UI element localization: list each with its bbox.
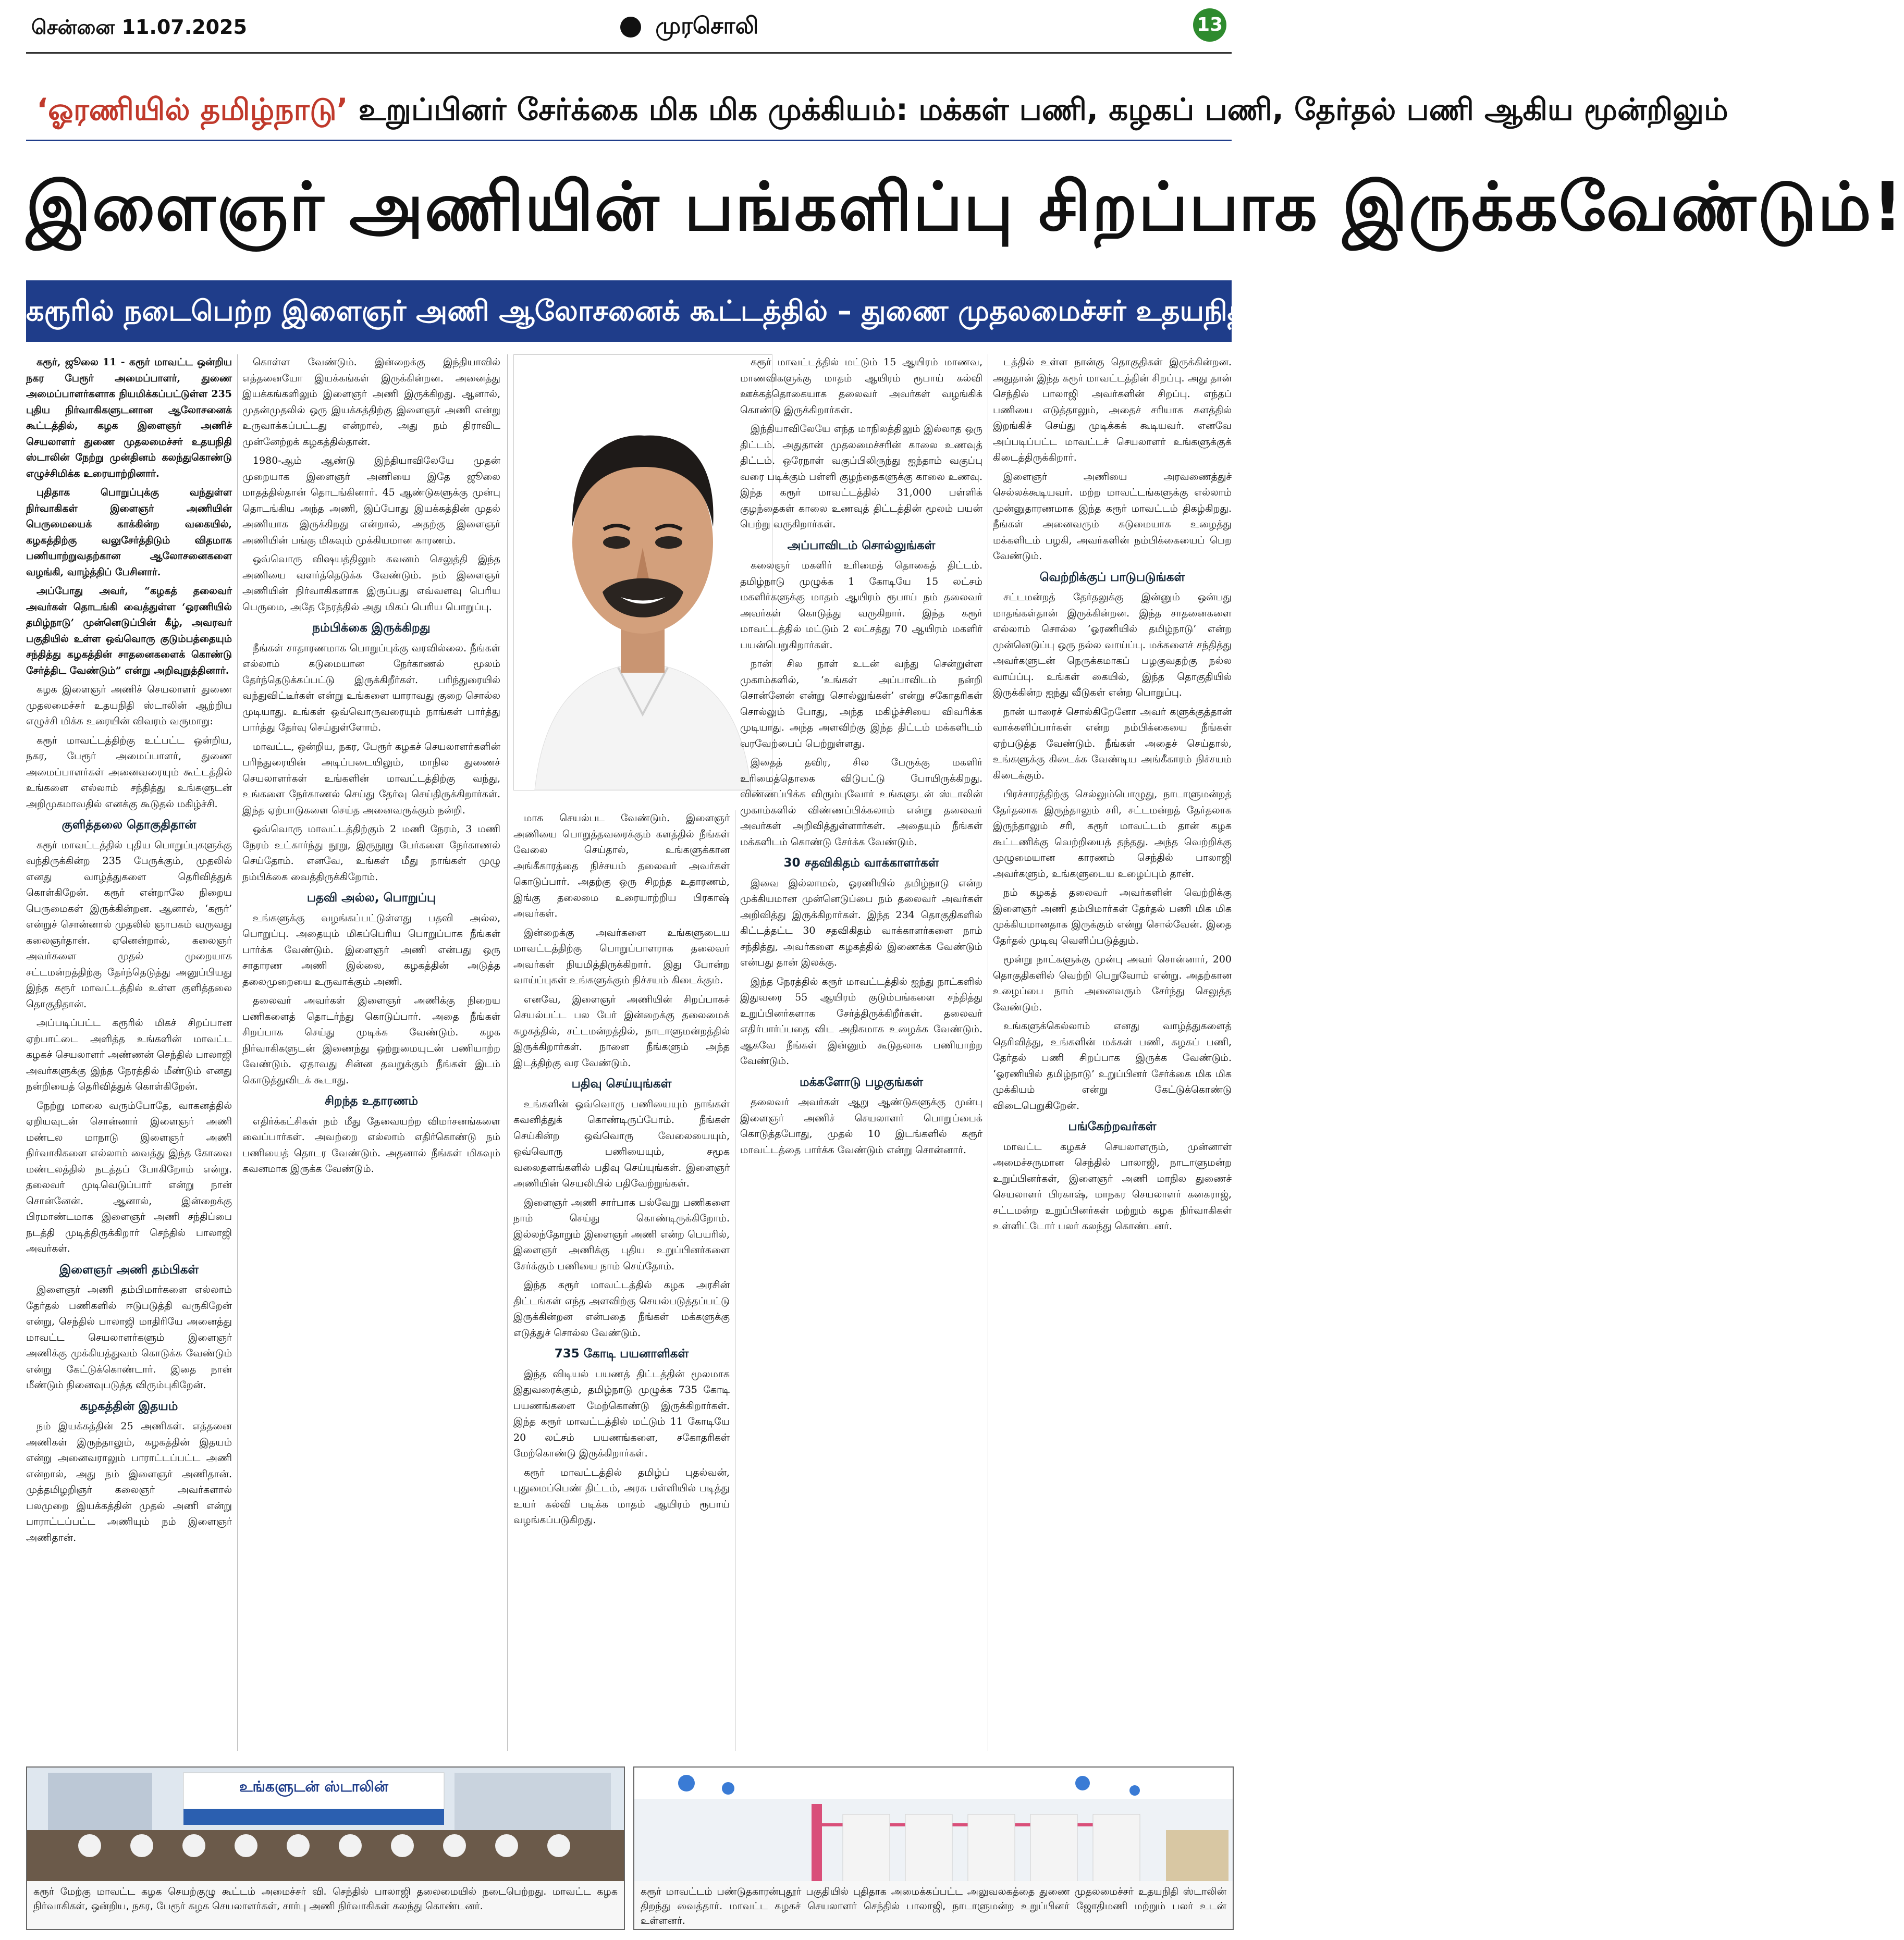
event-photo-right	[633, 1766, 1234, 1930]
subheading: குளித்தலை தொகுதிதான்	[62, 818, 196, 832]
masthead	[620, 13, 758, 42]
paragraph: கொள்ள வேண்டும். இன்றைக்கு இந்தியாவில் எத்தனையோ இயக்கங்கள் இருக்கின்றன. அனைத்து இயக்கங்களிலும் இளைஞர் அணி இருக்கிறது. ஆனால், முதன்முதலில் ஒரு இயக்கத்திற்கு இளைஞர் அணி என்று உருவாக்கப்பட்டது என்றால், அது நம் திராவிட முன்னேற்றக் கழகத்தில்தான்.	[242, 356, 500, 448]
article-column-5	[993, 354, 1232, 1751]
paragraph: இவை இல்லாமல், ஓரணியில் தமிழ்நாடு என்ற முக்கியமான முன்னெடுப்பை நம் தலைவர் அவர்கள் அறிவித்து இருக்கிறார்கள். இந்த 234 தொகுதிகளில் கிட்டத்தட்ட 30 சதவிகிதம் வாக்காளர்களை நாம் சந்தித்து, அவர்களை கழகத்தில் இணைக்க வேண்டும் என்பது தான் இலக்கு.	[740, 877, 982, 968]
paragraph: இந்தியாவிலேயே எந்த மாநிலத்திலும் இல்லாத ஒரு திட்டம். அதுதான் முதலமைச்சரின் காலை உணவுத் திட்டம். ஒரேநாள் வகுப்பிலிருந்து ஐந்தாம் வகுப்பு வரை படிக்கும் பள்ளி குழந்தைகளுக்கு காலை உணவு. இந்த கரூர் மாவட்டத்தில் 31,000 பள்ளிக் குழந்தைகள் காலை உணவுத் திட்டத்தின் மூலம் பயன் பெற்று வருகிறார்கள்.	[740, 423, 982, 530]
subheading: இளைஞர் அணி தம்பிகள்	[59, 1263, 199, 1277]
paragraph: நான் யாரைச் சொல்கிறேனோ அவர் களுக்குத்தான் வாக்களிப்பார்கள் என்ற நம்பிக்கையை நீங்கள் ஏற்படுத்த வேண்டும். நீங்கள் அதைச் செய்தால், உங்களுக்கு கிடைக்க வேண்டிய அங்கீகாரம் நிச்சயம் கிடைக்கும்.	[993, 706, 1232, 781]
photo-caption-left: கரூர் மேற்கு மாவட்ட கழக செயற்குழு கூட்டம் அமைச்சர் வி. செந்தில் பாலாஜி தலைமையில் நடைபெற்றது. மாவட்ட கழக நிர்வாகிகள், ஒன்றிய, நகர, பேரூர் கழக செயலாளர்கள், சார்பு அணி நிர்வாகிகள் கலந்து கொண்டனர்.	[27, 1881, 624, 1929]
subheading: பதிவு செய்யுங்கள்	[571, 1077, 672, 1091]
paragraph: கரூர் மாவட்டத்தில் தமிழ்ப் புதல்வன், புதுமைப்பெண் திட்டம், அரசு பள்ளியில் படித்து உயர் கல்வி படிக்க மாதம் ஆயிரம் ரூபாய் வழங்கப்படுகிறது.	[513, 1466, 730, 1526]
paragraph: எனவே, இளைஞர் அணியின் சிறப்பாகச் செயல்பட்ட பல பேர் இன்றைக்கு தலைமைக் கழகத்தில், சட்டமன்றத்தில், நாடாளுமன்றத்தில் இருக்கிறார்கள். நாளை நீங்களும் அந்த இடத்திற்கு வர வேண்டும்.	[513, 993, 730, 1069]
paragraph: உங்களுக்கு வழங்கப்பட்டுள்ளது பதவி அல்ல, பொறுப்பு. அதையும் மிகப்பெரிய பொறுப்பாக நீங்கள் பார்க்க வேண்டும். இளைஞர் அணி என்பது ஒரு சாதாரண அணி இல்லை, கழகத்தின் அடுத்த தலைமுறையை உருவாக்கும் அணி.	[242, 912, 500, 987]
paragraph: சட்டமன்றத் தேர்தலுக்கு இன்னும் ஒன்பது மாதங்கள்தான் இருக்கின்றன. இந்த சாதனைகளை எல்லாம் சொல்ல ‘ஓரணியில் தமிழ்நாடு’ என்ற முன்னெடுப்பு ஒரு நல்ல வாய்ப்பு. மக்களைச் சந்தித்து அவர்களுடன் நெருக்கமாகப் பழகுவதற்கு நல்ல வாய்ப்பு. உங்கள் கையில், இந்த தொகுதியில் இருக்கின்ற ஐந்து வீடுகள் என்ற பொறுப்பு.	[993, 591, 1232, 698]
column-divider	[507, 354, 508, 1751]
subheading: சிறந்த உதாரணம்	[325, 1094, 418, 1108]
paragraph: ஒவ்வொரு மாவட்டத்திற்கும் 2 மணி நேரம், 3 மணி நேரம் உட்கார்ந்து நூறு, இருநூறு பேர்களை நேர்காணல் செய்தோம். எனவே, உங்கள் மீது நாங்கள் முழு நம்பிக்கை வைத்திருக்கிறோம்.	[242, 823, 500, 883]
portrait-illustration	[514, 355, 772, 790]
paragraph: நேற்று மாலை வரும்போதே, வாகனத்தில் ஏறியவுடன் சொன்னார் இளைஞர் அணி மண்டல மாநாடு இளைஞர் அணி நிர்வாகிகளை எல்லாம் வைத்து இந்த கோவை மண்டலத்தில் நடத்தப் போகிறோம் என்று. தலைவர் முடிவெடுப்பார் என்று நான் சொன்னேன். ஆனால், இன்றைக்கு பிரமாண்டமாக இளைஞர் அணி சந்திப்பை நடத்தி முடித்திருக்கிறார் செந்தில் பாலாஜி அவர்கள்.	[26, 1099, 232, 1254]
paragraph: நம் இயக்கத்தின் 25 அணிகள். எத்தனை அணிகள் இருந்தாலும், கழகத்தின் இதயம் என்று அனைவராலும் பாராட்டப்பட்ட அணி என்றால், அது நம் இளைஞர் அணிதான். முத்தமிழறிஞர் கலைஞர் அவர்களால் பலமுறை இயக்கத்தின் முதல் அணி என்று பாராட்டப்பட்ட அணியும் நம் இளைஞர் அணிதான்.	[26, 1420, 232, 1543]
kicker-quoted: ‘ஓரணியில் தமிழ்நாடு’	[36, 92, 348, 127]
paragraph: உங்களுக்கெல்லாம் எனது வாழ்த்துகளைத் தெரிவித்து, உங்களின் மக்கள் பணி, கழகப் பணி, தேர்தல் பணி சிறப்பாக இருக்க வேண்டும். ‘ஓரணியில் தமிழ்நாடு’ உறுப்பினர் சேர்க்கை மிக மிக முக்கியம் என்று கேட்டுக்கொண்டு விடைபெறுகிறேன்.	[993, 1020, 1232, 1111]
paragraph: இந்த நேரத்தில் கரூர் மாவட்டத்தில் ஐந்து நாட்களில் இதுவரை 55 ஆயிரம் குடும்பங்களை சந்தித்து உறுப்பினர்களாக சேர்த்திருக்கிறீர்கள். தலைவர் எதிர்பார்ப்பதை விட அதிகமாக உழைக்க வேண்டும். ஆகவே நீங்கள் இன்னும் கூடுதலாக பணியாற்ற வேண்டும்.	[740, 975, 982, 1067]
article-column-2	[242, 354, 500, 1751]
photo-banner-text: உங்களுடன் ஸ்டாலின்	[239, 1778, 388, 1795]
paragraph: அப்படிப்பட்ட கரூரில் மிகச் சிறப்பான ஏற்பாட்டை அளித்த உங்களின் மாவட்ட கழகச் செயலாளர் அண்ணன் செந்தில் பாலாஜி அவர்களுக்கு இந்த நேரத்தில் மீண்டும் எனது நன்றியைத் தெரிவித்துக் கொள்கிறேன்.	[26, 1017, 232, 1092]
subheading: பதவி அல்ல, பொறுப்பு	[306, 891, 436, 905]
paragraph: மூன்று நாட்களுக்கு முன்பு அவர் சொன்னார், 200 தொகுதிகளில் வெற்றி பெறுவோம் என்று. அதற்கான உழைப்பை நாம் அனைவரும் சேர்ந்து செலுத்த வேண்டும்.	[993, 954, 1232, 1013]
article-column-1	[26, 354, 232, 1751]
paragraph: ஒவ்வொரு விஷயத்திலும் கவனம் செலுத்தி இந்த அணியை வளர்த்தெடுக்க வேண்டும். நம் இளைஞர் அணியின் நிர்வாகிகளாக இருப்பது எவ்வளவு பெரிய பெருமை, அதே நேரத்தில் அது மிகப் பெரிய பொறுப்பு.	[242, 553, 500, 613]
subheading: அப்பாவிடம் சொல்லுங்கள்	[787, 538, 936, 552]
subheading: நம்பிக்கை இருக்கிறது	[312, 621, 431, 635]
paragraph: எதிர்க்கட்சிகள் நம் மீது தேவையற்ற விமர்சனங்களை வைப்பார்கள். அவற்றை எல்லாம் எதிர்கொண்டு நம் பணியைத் தொடர வேண்டும். அதனால் நீங்கள் மிகவும் கவனமாக இருக்க வேண்டும்.	[242, 1115, 500, 1175]
photo-caption-right: கரூர் மாவட்டம் பண்டுதகாரன்புதூர் பகுதியில் புதிதாக அமைக்கப்பட்ட அலுவலகத்தை துணை முதலமைச்சர் உதயநிதி ஸ்டாலின் திறந்து வைத்தார். மாவட்ட கழகச் செயலாளர் செந்தில் பாலாஜி, நாடாளுமன்ற உறுப்பினர் ஜோதிமணி மற்றும் பலர் உடன் உள்ளனர்.	[634, 1881, 1233, 1929]
paragraph: நீங்கள் சாதாரணமாக பொறுப்புக்கு வரவில்லை. நீங்கள் எல்லாம் கடுமையான நேர்காணல் மூலம் தேர்ந்தெடுக்கப்பட்டு இருக்கிறீர்கள். பரிந்துரையில் வந்துவிட்டீர்கள் என்று உங்களை யாராவது குறை சொல்ல முடியாது. உங்கள் ஒவ்வொருவரையும் நாங்கள் பார்த்து பார்த்து தேர்வு செய்துள்ளோம்.	[242, 642, 500, 733]
header-rule	[26, 52, 1232, 54]
subheading: 30 சதவிகிதம் வாக்காளர்கள்	[783, 856, 939, 870]
kicker-line	[36, 89, 1728, 130]
article-column-3	[513, 810, 730, 1751]
paragraph: டத்தில் உள்ள நான்கு தொகுதிகள் இருக்கின்றன. அதுதான் இந்த கரூர் மாவட்டத்தின் சிறப்பு. அது தான் செந்தில் பாலாஜி அவர்களின் சிறப்பு. எந்தப் பணியை எடுத்தாலும், அதைச் சரியாக களத்தில் இறங்கிச் செய்து முடிக்கக் கூடியவர். எனவே அப்படிப்பட்ட மாவட்டச் செயலாளர் உங்களுக்குக் கிடைத்திருக்கிறார்.	[993, 356, 1232, 463]
page-header	[26, 5, 1232, 47]
paragraph: நம் கழகத் தலைவர் அவர்களின் வெற்றிக்கு இளைஞர் அணி தம்பிமார்கள் தேர்தல் பணி மிக மிக முக்கியமானதாக இருக்கும் என்று சொல்வேன். இதை தேர்தல் முடிவு வெளிப்படுத்தும்.	[993, 887, 1232, 946]
paragraph: மாவட்ட கழகச் செயலாளரும், முன்னாள் அமைச்சருமான செந்தில் பாலாஜி, நாடாளுமன்ற உறுப்பினர்கள், இளைஞர் அணி மாநில துணைச் செயலாளர் பிரகாஷ், மாநகர செயலாளர் கனகராஜ், சட்டமன்ற உறுப்பினர்கள் மற்றும் கழக நிர்வாகிகள் உள்ளிட்டோர் பலர் கலந்து கொண்டனர்.	[993, 1141, 1232, 1232]
page-number-badge: 13	[1193, 8, 1226, 42]
event-photo-left	[26, 1766, 625, 1930]
paragraph: கரூர் மாவட்டத்திற்கு உட்பட்ட ஒன்றிய, நகர, பேரூர் அமைப்பாளர், துணை அமைப்பாளர்கள் அனைவரையும் கூட்டத்தில் உங்களை எல்லாம் சந்தித்து உங்களுடன் அறிமுகமாவதில் எனக்கு கூடுதல் மகிழ்ச்சி.	[26, 734, 232, 810]
subheading: மக்களோடு பழகுங்கள்	[799, 1075, 924, 1089]
paragraph: பிரச்சாரத்திற்கு செல்லும்பொழுது, நாடாளுமன்றத் தேர்தலாக இருந்தாலும் சரி, சட்டமன்றத் தேர்தலாக இருந்தாலும் சரி, கரூர் மாவட்டம் தான் கழக கூட்டணிக்கு வெற்றியைத் தந்தது. அந்த வெற்றிக்கு முழுமையான காரணம் செந்தில் பாலாஜி அவர்களும், உங்களுடைய உழைப்பும் தான்.	[993, 788, 1232, 880]
kicker-rest: உறுப்பினர் சேர்க்கை மிக மிக முக்கியம்: மக்கள் பணி, கழகப் பணி, தேர்தல் பணி ஆகிய மூன்றிலும்	[358, 92, 1728, 127]
main-headline: இளைஞர் அணியின் பங்களிப்பு சிறப்பாக இருக்கவேண்டும்!	[26, 168, 1904, 246]
dateline: சென்னை 11.07.2025	[31, 16, 247, 39]
subheading: வெற்றிக்குப் பாடுபடுங்கள்	[1039, 570, 1185, 584]
paragraph: மாவட்ட, ஒன்றிய, நகர, பேரூர் கழகச் செயலாளர்களின் பரிந்துரையின் அடிப்படையிலும், மாநில துணைச் செயலாளர்கள் உங்களின் மாவட்டத்திற்கு வந்து, உங்களை நேர்காணல் செய்து தேர்வு செய்திருக்கிறார்கள். இந்த ஏற்பாடுகளை செய்த அனைவருக்கும் நன்றி.	[242, 740, 500, 816]
paragraph: அப்போது அவர், “கழகத் தலைவர் அவர்கள் தொடங்கி வைத்துள்ள ‘ஓரணியில் தமிழ்நாடு’ முன்னெடுப்பின் கீழ், அவரவர் பகுதியில் உள்ள ஒவ்வொரு குடும்பத்தையும் சந்தித்து கழகத்தின் சாதனைகளைக் கொண்டு சேர்த்திட வேண்டும்” என்று அறிவுறுத்தினார்.	[26, 585, 232, 676]
paragraph: 1980-ஆம் ஆண்டு இந்தியாவிலேயே முதன் முறையாக இளைஞர் அணியை இதே ஜூலை மாதத்தில்தான் தொடங்கினார். 45 ஆண்டுகளுக்கு முன்பு தொடங்கிய அந்த அணி, இப்போது இயக்கத்தின் முதல் அணியாக இருக்கிறது என்றால், அதற்கு இளைஞர் அணியின் பங்கு மிகவும் முக்கியமான காரணம்.	[242, 455, 500, 546]
paragraph: கரூர் மாவட்டத்தில் புதிய பொறுப்புகளுக்கு வந்திருக்கின்ற 235 பேருக்கும், முதலில் எனது வாழ்த்துகளை தெரிவித்துக் கொள்கிறேன். கரூர் என்றாலே நிறைய பெருமைகள் இருக்கின்றன. ஆனால், ‘கரூர்’ என்றுச் சொன்னால் முதலில் ஞாபகம் வருவது கலைஞர்தான். ஏனென்றால், கலைஞர் அவர்களை முதல் முறையாக சட்டமன்றத்திற்கு தேர்ந்தெடுத்து அனுப்பியது இந்த கரூர் மாவட்டத்தில் உள்ள குளித்தலை தொகுதிதான்.	[26, 839, 232, 1010]
lead-paragraph: கரூர், ஜூலை 11 - கரூர் மாவட்ட ஒன்றிய நகர பேரூர் அமைப்பாளர், துணை அமைப்பாளர்களாக நியமிக்கப்பட்டுள்ள 235 புதிய நிர்வாகிகளுடனான ஆலோசனைக் கூட்டத்தில், கழக இளைஞர் அணிச் செயலாளர் துணை முதலமைச்சர் உதயநிதி ஸ்டாலின் நேற்று முன்தினம் கலந்துகொண்டு எழுச்சிமிக்க உரையாற்றினார்.	[26, 356, 232, 479]
column-divider	[237, 354, 238, 1751]
inauguration-photo-illustration	[634, 1768, 1233, 1882]
paragraph: இந்த விடியல் பயணத் திட்டத்தின் மூலமாக இதுவரைக்கும், தமிழ்நாடு முழுக்க 735 கோடி பயணங்களை மேற்கொண்டு இருக்கிறார்கள். இந்த கரூர் மாவட்டத்தில் மட்டும் 11 கோடியே 20 லட்சம் பயணங்களை, சகோதரிகள் மேற்கொண்டு இருக்கிறார்கள்.	[513, 1368, 730, 1459]
paragraph: மாக செயல்பட வேண்டும். இளைஞர் அணியை பொறுத்தவரைக்கும் களத்தில் நீங்கள் வேலை செய்தால், உங்களுக்கான அங்கீகாரத்தை நிச்சயம் தலைவர் அவர்கள் கொடுப்பார். அதற்கு ஒரு சிறந்த உதாரணம், இங்கு தலைமை உரையாற்றிய பிரகாஷ் அவர்கள்.	[513, 812, 730, 919]
paragraph: புதிதாக பொறுப்புக்கு வந்துள்ள நிர்வாகிகள் இளைஞர் அணியின் பெருமையைக் காக்கின்ற வகையில், கழகத்திற்கு வலுசேர்த்திடும் விதமாக பணியாற்றுவதற்கான ஆலோசனைகளை வழங்கி, வாழ்த்திப் பேசினார்.	[26, 487, 232, 578]
paragraph: இந்த கரூர் மாவட்டத்தில் கழக அரசின் திட்டங்கள் எந்த அளவிற்கு செயல்படுத்தப்பட்டு இருக்கின்றன என்பதை நீங்கள் மக்களுக்கு எடுத்துச் சொல்ல வேண்டும்.	[513, 1279, 730, 1339]
paragraph: உங்களின் ஒவ்வொரு பணியையும் நாங்கள் கவனித்துக் கொண்டிருப்போம். நீங்கள் செய்கின்ற ஒவ்வொரு வேலையையும், ஒவ்வொரு பணியையும், சமூக வலைதளங்களில் பதிவு செய்யுங்கள். இளைஞர் அணியின் செயலியில் பதிவேற்றுங்கள்.	[513, 1098, 730, 1189]
subheading: கழகத்தின் இதயம்	[80, 1399, 178, 1413]
paragraph: இளைஞர் அணி தம்பிமார்களை எல்லாம் தேர்தல் பணிகளில் ஈடுபடுத்தி வருகிறேன் என்று, செந்தில் பாலாஜி மாதிரியே அனைத்து மாவட்ட செயலாளர்களும் இளைஞர் அணிக்கு முக்கியத்துவம் கொடுக்க வேண்டும் என்று கேட்டுக்கொண்டார். இதை நான் மீண்டும் நினைவுபடுத்த விரும்புகிறேன்.	[26, 1284, 232, 1391]
paragraph: இளைஞர் அணி சார்பாக பல்வேறு பணிகளை நாம் செய்து கொண்டிருக்கிறோம். இல்லந்தோறும் இளைஞர் அணி என்ற பெயரில், இளைஞர் அணிக்கு புதிய உறுப்பினர்களை சேர்க்கும் பணியை நாம் செய்தோம்.	[513, 1196, 730, 1272]
subheadline-bar: கரூரில் நடைபெற்ற இளைஞர் அணி ஆலோசனைக் கூட்டத்தில் – துணை முதலமைச்சர் உதயநிதி ஸ்டாலின் எழுச்சிமிகு உரை!	[26, 280, 1232, 342]
kicker-rule	[26, 140, 1232, 141]
subheading: பங்கேற்றவர்கள்	[1068, 1120, 1157, 1133]
paragraph: நான் சில நாள் உடன் வந்து சென்றுள்ள முகாம்களில், ‘உங்கள் அப்பாவிடம் நன்றி சொன்னேன் என்று சொல்லுங்கள்’ என்று சகோதரிகள் சொல்லும் போது, அந்த மகிழ்ச்சியை விவரிக்க முடியாது. அந்த அளவிற்கு இந்த திட்டம் மக்களிடம் வரவேற்பைப் பெற்றுள்ளது.	[740, 658, 982, 749]
masthead-logo-icon	[620, 17, 641, 38]
portrait-photo	[513, 354, 772, 790]
paragraph: இதைத் தவிர, சில பேருக்கு மகளிர் உரிமைத்தொகை விடுபட்டு போயிருக்கிறது. விண்ணப்பிக்க விரும்புவோர் உங்களுடன் ஸ்டாலின் முகாம்களில் விண்ணப்பிக்கலாம் என்று தலைவர் அவர்கள் அறிவித்துள்ளார்கள். அதையும் நீங்கள் மக்களிடம் கொண்டு சேர்க்க வேண்டும்.	[740, 757, 982, 848]
paragraph: இளைஞர் அணியை அரவணைத்துச் செல்லக்கூடியவர். மற்ற மாவட்டங்களுக்கு எல்லாம் முன்னுதாரணமாக இந்த கரூர் மாவட்டம் திகழ்கிறது. நீங்கள் அனைவரும் கடுமையாக உழைத்து மக்களிடம் பழகி, அவர்களின் நம்பிக்கையைப் பெற வேண்டும்.	[993, 471, 1232, 562]
article-column-4	[740, 354, 982, 1751]
paragraph: தலைவர் அவர்கள் இளைஞர் அணிக்கு நிறைய பணிகளைத் தொடர்ந்து கொடுப்பார். அதை நீங்கள் சிறப்பாக செய்து முடிக்க வேண்டும். கழக நிர்வாகிகளுடன் இணைந்து ஒற்றுமையுடன் பணியாற்ற வேண்டும். ஏதாவது சின்ன தவறுக்கும் நீங்கள் இடம் கொடுத்துவிடக் கூடாது.	[242, 995, 500, 1086]
masthead-title: முரசொலி	[655, 13, 759, 39]
paragraph: கலைஞர் மகளிர் உரிமைத் தொகைத் திட்டம். தமிழ்நாடு முழுக்க 1 கோடியே 15 லட்சம் மகளிர்களுக்கு மாதம் ஆயிரம் ரூபாய் நம் தலைவர் அவர்கள் கொடுத்து வருகிறார். இந்த கரூர் மாவட்டத்தில் மட்டும் 2 லட்சத்து 70 ஆயிரம் மகளிர் பயன்பெறுகிறார்கள்.	[740, 560, 982, 651]
paragraph: தலைவர் அவர்கள் ஆறு ஆண்டுகளுக்கு முன்பு இளைஞர் அணிச் செயலாளர் பொறுப்பைக் கொடுத்தபோது, முதல் 10 இடங்களில் கரூர் மாவட்டத்தை பார்க்க வேண்டும் என்று சொன்னார்.	[740, 1096, 982, 1156]
subheading: 735 கோடி பயனாளிகள்	[554, 1347, 689, 1361]
paragraph: கரூர் மாவட்டத்தில் மட்டும் 15 ஆயிரம் மாணவ, மாணவிகளுக்கு மாதம் ஆயிரம் ரூபாய் கல்வி ஊக்கத்தொகையாக தலைவர் அவர்கள் வழங்கிக் கொண்டு இருக்கிறார்கள்.	[740, 356, 982, 416]
paragraph: இன்றைக்கு அவர்களை உங்களுடைய மாவட்டத்திற்கு பொறுப்பாளராக தலைவர் அவர்கள் நியமித்திருக்கிறார். இது போன்ற வாய்ப்புகள் உங்களுக்கும் நிச்சயம் கிடைக்கும்.	[513, 926, 730, 986]
paragraph: கழக இளைஞர் அணிச் செயலாளர் துணை முதலமைச்சர் உதயநிதி ஸ்டாலின் ஆற்றிய எழுச்சி மிக்க உரையின் விவரம் வருமாறு:	[26, 684, 232, 727]
